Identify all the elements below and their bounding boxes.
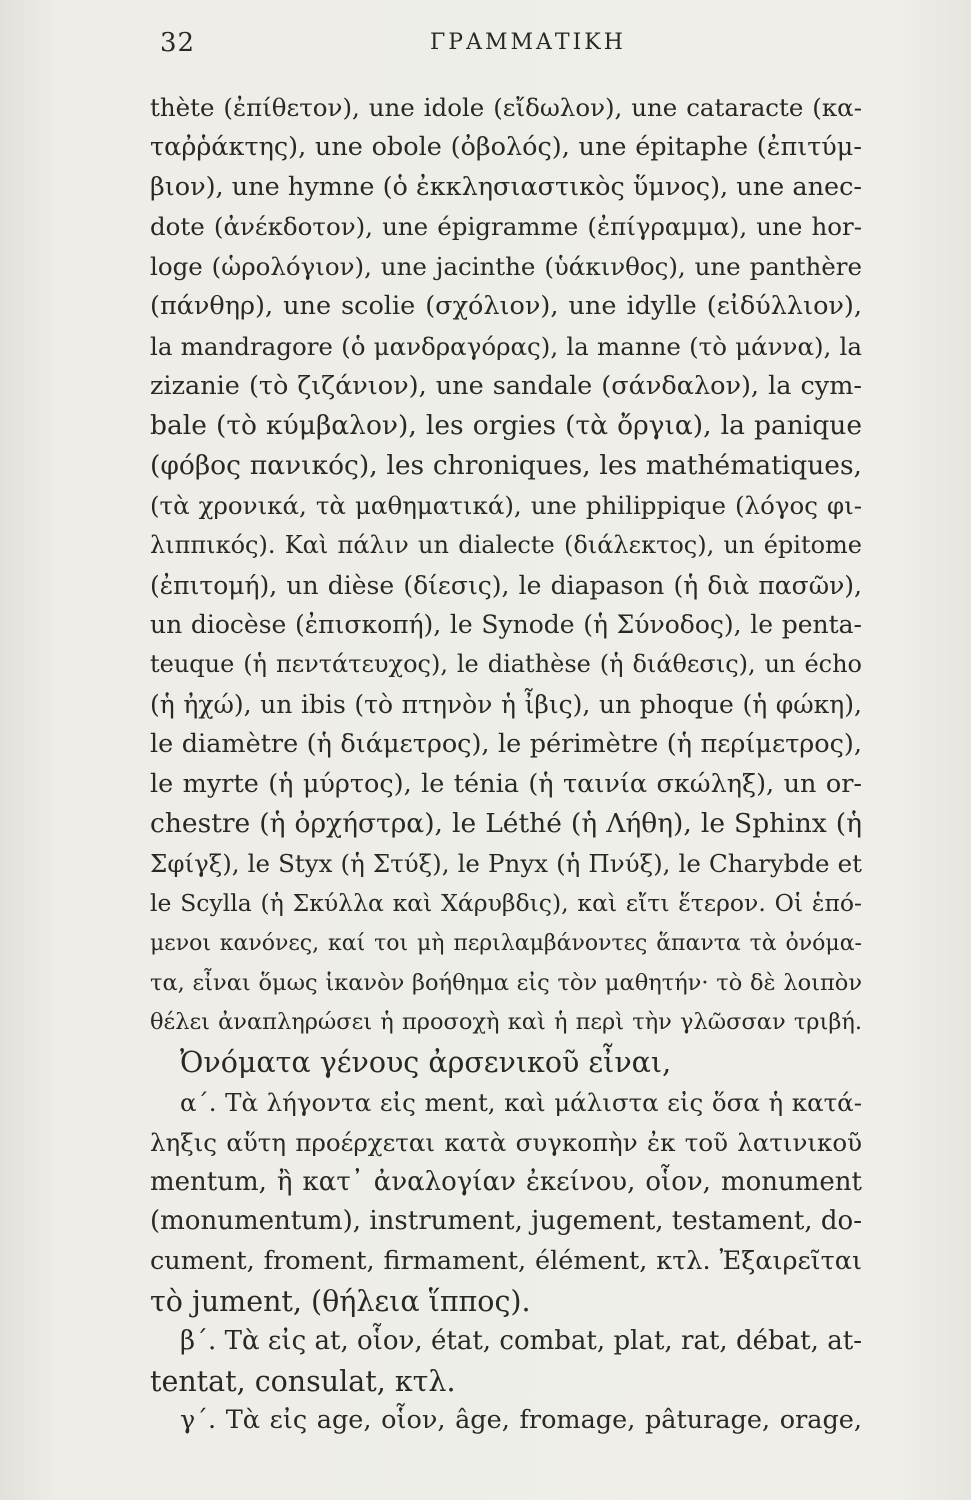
- text-line: τα, εἶναι ὅμως ἱκανὸν βοήθημα εἰς τὸν μαθητήν· τὸ δὲ λοιπὸν: [150, 969, 862, 996]
- text-line: (φόβος πανικός), les chroniques, les mathématiques,: [150, 450, 862, 482]
- rule-gamma-line: γ΄. Τὰ εἰς age, οἷον, âge, fromage, pâturage, orage,: [180, 1405, 862, 1436]
- text-body: [150, 88, 862, 1441]
- text-line: (τὰ χρονικά, τὰ μαθηματικά), une philippique (λόγος φι-: [150, 490, 862, 520]
- text-line: zizanie (τὸ ζιζάνιον), une sandale (σάνδαλον), la cym-: [150, 370, 862, 401]
- text-line: (ἡ ἠχώ), un ibis (τὸ πτηνὸν ἡ ἶβις), un phoque (ἡ φώκη),: [150, 689, 862, 719]
- page-header: [160, 28, 860, 68]
- section-heading: Ὀνόματα γένους ἀρσενικοῦ εἶναι,: [180, 1046, 672, 1080]
- text-line: τὸ jument, (θήλεια ἵππος).: [150, 1284, 531, 1318]
- rule-beta-line: β΄. Τὰ εἰς at, οἷον, état, combat, plat, rat, débat, at-: [180, 1325, 862, 1356]
- text-line: le Scylla (ἡ Σκύλλα καὶ Χάρυβδις), καὶ εἴτι ἕτερον. Οἱ ἑπό-: [150, 888, 862, 917]
- text-line: (πάνθηρ), une scolie (σχόλιον), une idylle (εἰδύλλιον),: [150, 290, 862, 321]
- text-line: chestre (ἡ ὀρχήστρα), le Léthé (ἡ Λήθη), le Sphinx (ἡ: [150, 808, 862, 840]
- text-line: μενοι κανόνες, καί τοι μὴ περιλαμβάνοντες ἅπαντα τὰ ὀνόμα-: [150, 930, 862, 956]
- text-line: bale (τὸ κύμβαλον), les orgies (τὰ ὄργια), la panique: [150, 410, 862, 442]
- text-line: thète (ἐπίθετον), une idole (εἴδωλον), une cataracte (κα-: [150, 93, 862, 122]
- text-line: (ἐπιτομή), un dièse (δίεσις), le diapason (ἡ διὰ πασῶν),: [150, 570, 862, 600]
- text-line: mentum, ἢ κατ᾽ ἀναλογίαν ἐκείνου, οἷον, monument: [150, 1166, 862, 1197]
- text-line: dote (ἀνέκδοτον), une épigramme (ἐπίγραμμα), une hor-: [150, 212, 862, 242]
- text-line: λιππικός). Καὶ πάλιν un dialecte (διάλεκτος), un épitome: [150, 530, 862, 559]
- text-line: tentat, consulat, κτλ.: [150, 1364, 456, 1398]
- text-line: βιον), une hymne (ὁ ἐκκλησιαστικὸς ὕμνος), une anec-: [150, 171, 862, 202]
- text-line: la mandragore (ὁ μανδραγόρας), la manne (τὸ μάννα), la: [150, 331, 862, 361]
- text-line: teuque (ἡ πεντάτευχος), le diathèse (ἡ διάθεσις), un écho: [150, 650, 862, 679]
- text-line: ταῤῥάκτης), une obole (ὀβολός), une épitaphe (ἐπιτύμ-: [150, 131, 862, 162]
- text-line: Σφίγξ), le Styx (ἡ Στύξ), le Pnyx (ἡ Πνύξ), le Charybde et: [150, 849, 862, 879]
- text-line: cument, froment, firmament, élément, κτλ. Ἐξαιρεῖται: [150, 1246, 862, 1277]
- text-line: (monumentum), instrument, jugement, testament, do-: [150, 1206, 862, 1237]
- running-head: ΓΡΑΜΜΑΤΙΚΗ: [430, 30, 626, 55]
- text-line: le diamètre (ἡ διάμετρος), le périmètre (ἡ περίμετρος),: [150, 728, 862, 759]
- text-line: loge (ὡρολόγιον), une jacinthe (ὑάκινθος), une panthère: [150, 252, 862, 282]
- text-line: le myrte (ἡ μύρτος), le ténia (ἡ ταινία σκώληξ), un or-: [150, 768, 862, 799]
- text-line: θέλει ἀναπληρώσει ἡ προσοχὴ καὶ ἡ περὶ τὴν γλῶσσαν τριβή.: [150, 1009, 862, 1036]
- page-number: 32: [160, 28, 196, 58]
- text-line: un diocèse (ἐπισκοπή), le Synode (ἡ Σύνοδος), le penta-: [150, 610, 862, 640]
- text-line: ληξις αὕτη προέρχεται κατὰ συγκοπὴν ἐκ τοῦ λατινικοῦ: [150, 1127, 862, 1157]
- rule-alpha-line: α΄. Τὰ λήγοντα εἰς ment, καὶ μάλιστα εἰς ὅσα ἡ κατά-: [180, 1087, 862, 1117]
